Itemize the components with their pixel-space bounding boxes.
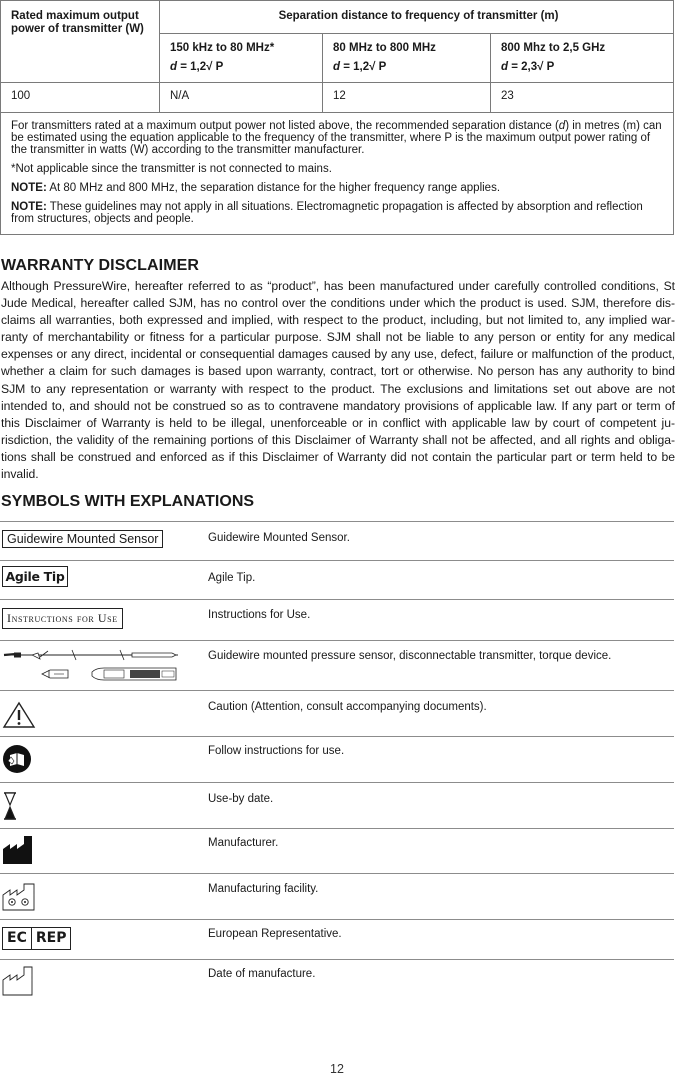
table-notes <box>1 113 674 235</box>
ifu-text: Instructions for Use <box>2 608 123 629</box>
band-header-3 <box>491 34 674 83</box>
manufacturer-icon <box>2 835 34 870</box>
symbol-explanation: Date of manufacture. <box>208 968 316 980</box>
symbol-explanation: Follow instructions for use. <box>208 745 345 757</box>
cell-value: 23 <box>491 83 674 113</box>
header-rated-power: Rated maximum output power of transmitter (W) <box>1 1 160 83</box>
note-2 <box>11 201 663 225</box>
date-of-manufacture-icon <box>2 966 34 1001</box>
header-separation-distance: Separation distance to frequency of transmitter (m) <box>160 1 674 34</box>
symbol-explanation: Manufacturer. <box>208 837 279 849</box>
symbol-explanation: Manufacturing facility. <box>208 883 319 895</box>
cell-power: 100 <box>1 83 160 113</box>
symbol-row <box>0 828 674 873</box>
note-text: At 80 MHz and 800 MHz, the separation distance for the higher frequency range applies. <box>46 182 501 194</box>
manufacturing-facility-icon <box>2 883 36 916</box>
symbol-explanation: Caution (Attention, consult accompanying documents). <box>208 701 487 713</box>
note-label: NOTE: <box>11 182 47 194</box>
symbol-explanation: Use-by date. <box>208 793 274 805</box>
symbol-row <box>0 560 674 599</box>
symbols-heading: SYMBOLS WITH EXPLANATIONS <box>1 493 255 510</box>
formula-variable: d <box>170 61 178 73</box>
symbol-explanation: European Representative. <box>208 928 342 940</box>
hourglass-icon <box>2 791 18 826</box>
notes-text: ) in metres (m) can be estimated using the equation applicable to the frequency of the transmitter, where P is the maximum output power rating of the transmitter in watts (W) according to the transmitter manufacturer. <box>11 120 662 156</box>
note-text: These guidelines may not apply in all situations. Electromagnetic propagation is affected by absorption and reflection from structures, objects and people. <box>11 201 643 225</box>
symbol-row <box>0 919 674 959</box>
band-header-2 <box>323 34 491 83</box>
band-range: 80 MHz to 800 MHz <box>333 42 436 54</box>
symbol-explanation: Agile Tip. <box>208 572 256 584</box>
band-range: 800 Mhz to 2,5 GHz <box>501 42 606 54</box>
gms-label-icon <box>2 530 163 548</box>
band-formula: = 1,2√ P <box>177 61 224 73</box>
symbol-row <box>0 782 674 828</box>
notes-paragraph <box>11 120 663 156</box>
band-formula: = 2,3√ P <box>508 61 555 73</box>
symbol-explanation: Guidewire mounted pressure sensor, disconnectable transmitter, torque device. <box>208 650 612 662</box>
ec-text: EC <box>7 930 27 946</box>
notes-variable: d <box>558 120 566 132</box>
follow-instructions-icon <box>2 744 32 779</box>
symbol-row <box>0 873 674 919</box>
formula-variable: d <box>333 61 341 73</box>
gms-label-text: Guidewire Mounted Sensor <box>2 530 163 548</box>
band-formula: = 1,2√ P <box>340 61 387 73</box>
note-label: NOTE: <box>11 201 47 213</box>
agile-tip-icon <box>2 566 68 587</box>
separation-distance-table <box>0 0 674 235</box>
instructions-for-use-icon <box>2 608 123 629</box>
symbol-row <box>0 959 674 1005</box>
symbol-row <box>0 690 674 736</box>
symbol-row <box>0 599 674 640</box>
band-header-1 <box>160 34 323 83</box>
cell-value: N/A <box>160 83 323 113</box>
page-number: 12 <box>330 1062 344 1076</box>
symbol-row <box>0 521 674 560</box>
symbol-explanation: Instructions for Use. <box>208 609 311 621</box>
caution-icon <box>2 701 36 734</box>
band-range: 150 kHz to 80 MHz* <box>170 42 275 54</box>
note-1 <box>11 182 663 194</box>
warranty-body: Although PressureWire, hereafter referred to as “product”, has been manufactured under carefully controlled conditions, St Jude Medical, hereafter called SJM, has no control over the conditions under which the product is used. SJM, therefore disclaims all warranties, both expressed and implied, with respect to the product, including, but not limited to, any implied warranty of merchantability or fitness for a particular purpose. SJM shall not be liable to any person or entity for any medical expenses or any direct, incidental or consequential damages caused by any use, defect, failure or malfunction of the product, whether a claim for such damages is based upon warranty, contract, tort or otherwise. No person has any authority to bind SJM to any representation or warranty with respect to the product. The exclusions and limitations set out above are not intended to, and should not be construed so as to contravene mandatory provisions of applicable law. If any part or term of this Disclaimer of Warranty is held to be illegal, unenforceable or in conflict with applicable law by court of competent jurisdiction, the validity of the remaining portions of this Disclaimer of Warranty shall not be affected, and all rights and obligations shall be construed and enforced as if this Disclaimer of Warranty did not contain the particular part or term held to be invalid. <box>1 279 675 482</box>
formula-variable: d <box>501 61 509 73</box>
symbols-list <box>0 521 674 1005</box>
notes-text: For transmitters rated at a maximum output power not listed above, the recommended separation distance ( <box>11 120 559 132</box>
ec-rep-icon <box>2 927 71 950</box>
symbol-explanation: Guidewire Mounted Sensor. <box>208 532 350 544</box>
cell-value: 12 <box>323 83 491 113</box>
symbol-row <box>0 736 674 782</box>
notes-footnote: *Not applicable since the transmitter is not connected to mains. <box>11 163 332 175</box>
symbol-row <box>0 640 674 690</box>
device-diagram-icon <box>2 646 178 691</box>
rep-text: REP <box>31 928 71 949</box>
table-row <box>1 83 674 113</box>
warranty-heading: WARRANTY DISCLAIMER <box>1 257 200 274</box>
agile-tip-text: Agile Tip <box>2 566 68 587</box>
